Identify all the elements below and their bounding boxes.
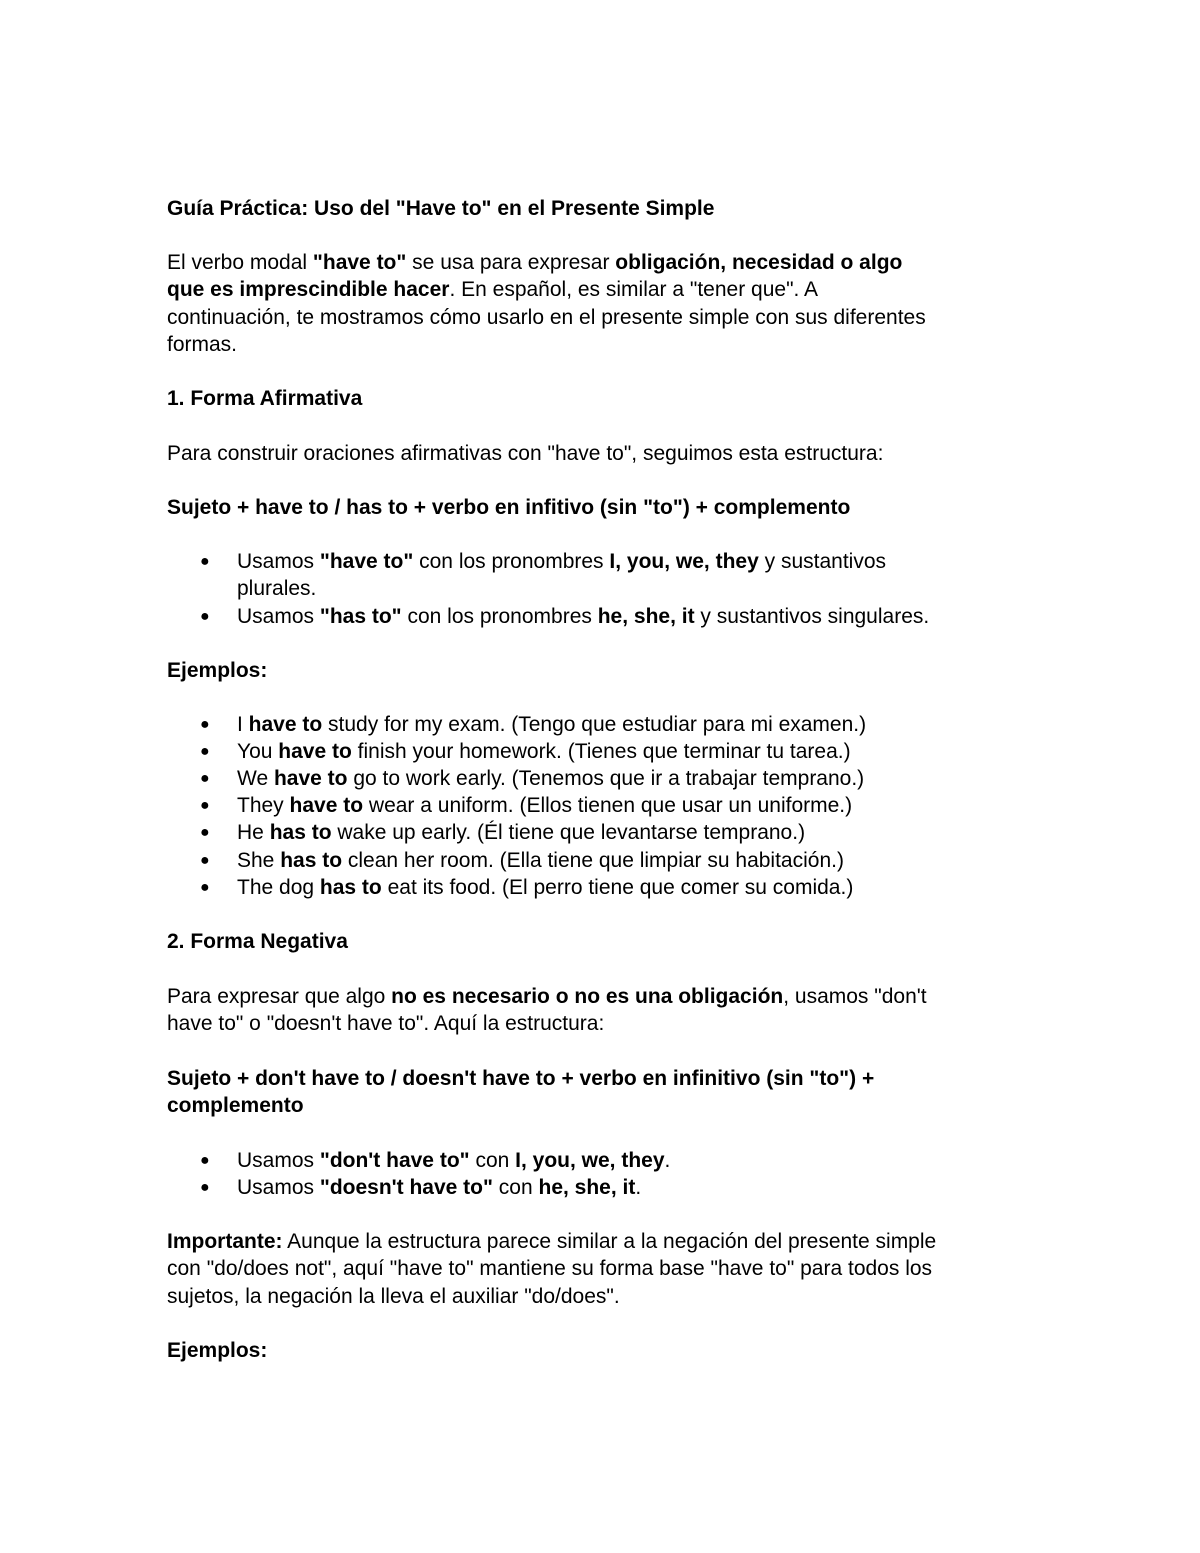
section-2-intro-line-2: have to" o "doesn't have to". Aquí la estructura: (167, 1012, 605, 1035)
bullet-icon: ● (200, 770, 210, 787)
intro-line-3: continuación, te mostramos cómo usarlo en el presente simple con sus diferentes (167, 306, 926, 329)
bullet-icon: ● (200, 824, 210, 841)
examples-label-affirmative: Ejemplos: (167, 659, 268, 682)
bullet-icon: ● (200, 1152, 210, 1169)
bullet-icon: ● (200, 716, 210, 733)
intro-line-1: El verbo modal "have to" se usa para expresar obligación, necesidad o algo (167, 251, 903, 274)
bullet-icon: ● (200, 797, 210, 814)
example-item: He has to wake up early. (Él tiene que levantarse temprano.) (237, 821, 806, 844)
example-item: We have to go to work early. (Tenemos que ir a trabajar temprano.) (237, 767, 865, 790)
bullet-icon: ● (200, 852, 210, 869)
bullet-icon: ● (200, 743, 210, 760)
rule-have-to-continued: plurales. (237, 577, 317, 600)
bullet-icon: ● (200, 1179, 210, 1196)
important-note-line-3: sujetos, la negación la lleva el auxiliar "do/does". (167, 1285, 620, 1308)
rule-have-to: Usamos "have to" con los pronombres I, you, we, they y sustantivos (237, 550, 887, 573)
rule-doesnt-have-to: Usamos "doesn't have to" con he, she, it. (237, 1176, 642, 1199)
example-item: I have to study for my exam. (Tengo que estudiar para mi examen.) (237, 713, 867, 736)
section-2-intro-line-1: Para expresar que algo no es necesario o no es una obligación, usamos "don't (167, 985, 927, 1008)
intro-line-2: que es imprescindible hacer. En español, es similar a "tener que". A (167, 278, 819, 301)
section-2-structure-line-1: Sujeto + don't have to / doesn't have to + verbo en infinitivo (sin "to") + (167, 1067, 875, 1090)
section-1-structure: Sujeto + have to / has to + verbo en infitivo (sin "to") + complemento (167, 496, 851, 519)
important-note-line-1: Importante: Aunque la estructura parece similar a la negación del presente simple (167, 1230, 937, 1253)
examples-label-negative: Ejemplos: (167, 1339, 268, 1362)
document-title: Guía Práctica: Uso del "Have to" en el Presente Simple (167, 197, 715, 220)
example-item: They have to wear a uniform. (Ellos tienen que usar un uniforme.) (237, 794, 853, 817)
section-1-intro: Para construir oraciones afirmativas con "have to", seguimos esta estructura: (167, 442, 884, 465)
example-item: She has to clean her room. (Ella tiene que limpiar su habitación.) (237, 849, 844, 872)
section-heading-affirmative: 1. Forma Afirmativa (167, 387, 363, 410)
important-note-line-2: con "do/does not", aquí "have to" mantiene su forma base "have to" para todos los (167, 1257, 933, 1280)
example-item: You have to finish your homework. (Tienes que terminar tu tarea.) (237, 740, 851, 763)
intro-line-4: formas. (167, 333, 238, 356)
example-item: The dog has to eat its food. (El perro tiene que comer su comida.) (237, 876, 854, 899)
bullet-icon: ● (200, 553, 210, 570)
bullet-icon: ● (200, 608, 210, 625)
rule-dont-have-to: Usamos "don't have to" con I, you, we, they. (237, 1149, 671, 1172)
rule-has-to: Usamos "has to" con los pronombres he, she, it y sustantivos singulares. (237, 605, 930, 628)
bullet-icon: ● (200, 879, 210, 896)
section-2-structure-line-2: complemento (167, 1094, 304, 1117)
section-heading-negative: 2. Forma Negativa (167, 930, 348, 953)
